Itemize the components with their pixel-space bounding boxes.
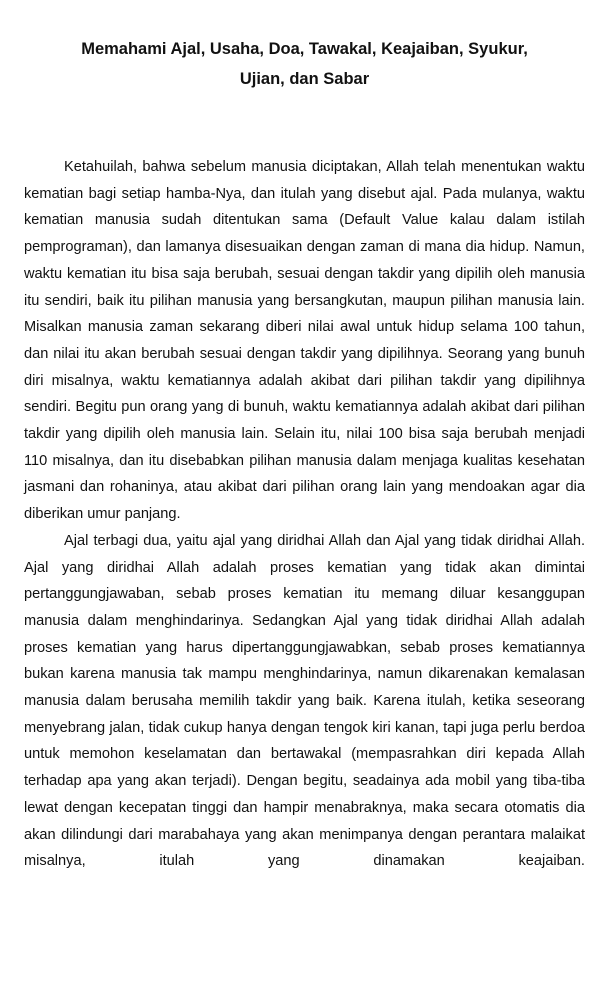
document-title [40,34,569,94]
document-body [24,154,585,875]
title-line-2: Ujian, dan Sabar [239,70,370,88]
paragraph-ajal-types: Ajal terbagi dua, yaitu ajal yang diridhai Allah dan Ajal yang tidak diridhai Allah. Ajal yang diridhai Allah adalah proses kematian yang tidak akan dimintai pertanggungjawaban, sebab proses kematian itu memang diluar kesanggupan manusia dalam menghindarinya. Sedangkan Ajal yang tidak diridhai Allah adalah proses kematian yang harus dipertanggungjawabkan, sebab proses kematiannya bukan karena manusia tak mampu menghindarinya, namun dikarenakan kemalasan manusia dalam berusaha memilih takdir yang baik. Karena itulah, ketika seseorang menyebrang jalan, tidak cukup hanya dengan tengok kiri kanan, tapi juga perlu berdoa untuk memohon keselamatan dan bertawakal (mempasrahkan diri kepada Allah terhadap apa yang akan terjadi). Dengan begitu, seadainya ada mobil yang tiba-tiba lewat dengan kecepatan tinggi dan hampir menabraknya, maka secara otomatis dia akan dilindungi dari marabahaya yang akan menimpanya dengan perantara malaikat misalnya, itulah yang dinamakan keajaiban. [24,532,585,870]
title-line-1: Memahami Ajal, Usaha, Doa, Tawakal, Keajaiban, Syukur, [81,40,528,58]
paragraph-ajal-definition: Ketahuilah, bahwa sebelum manusia diciptakan, Allah telah menentukan waktu kematian bagi setiap hamba-Nya, dan itulah yang disebut ajal. Pada mulanya, waktu kematian manusia sudah ditentukan sama (Default Value kalau dalam istilah pemprograman), dan lamanya disesuaikan dengan zaman di mana dia hidup. Namun, waktu kematian itu bisa saja berubah, sesuai dengan takdir yang dipilih oleh manusia itu sendiri, baik itu pilihan manusia yang bersangkutan, maupun pilihan manusia lain. Misalkan manusia zaman sekarang diberi nilai awal untuk hidup selama 100 tahun, dan nilai itu akan berubah sesuai dengan takdir yang dipilihnya. Seorang yang bunuh diri misalnya, waktu kematiannya adalah akibat dari pilihan takdir yang dipilihnya sendiri. Begitu pun orang yang di bunuh, waktu kematiannya adalah akibat dari pilihan takdir yang dipilih oleh manusia lain. Selain itu, nilai 100 bisa saja berubah menjadi 110 misalnya, dan itu disebabkan pilihan manusia dalam menjaga kualitas kesehatan jasmani dan rohaninya, atau akibat dari pilihan orang lain yang mendoakan agar dia diberikan umur panjang. [24,159,585,523]
